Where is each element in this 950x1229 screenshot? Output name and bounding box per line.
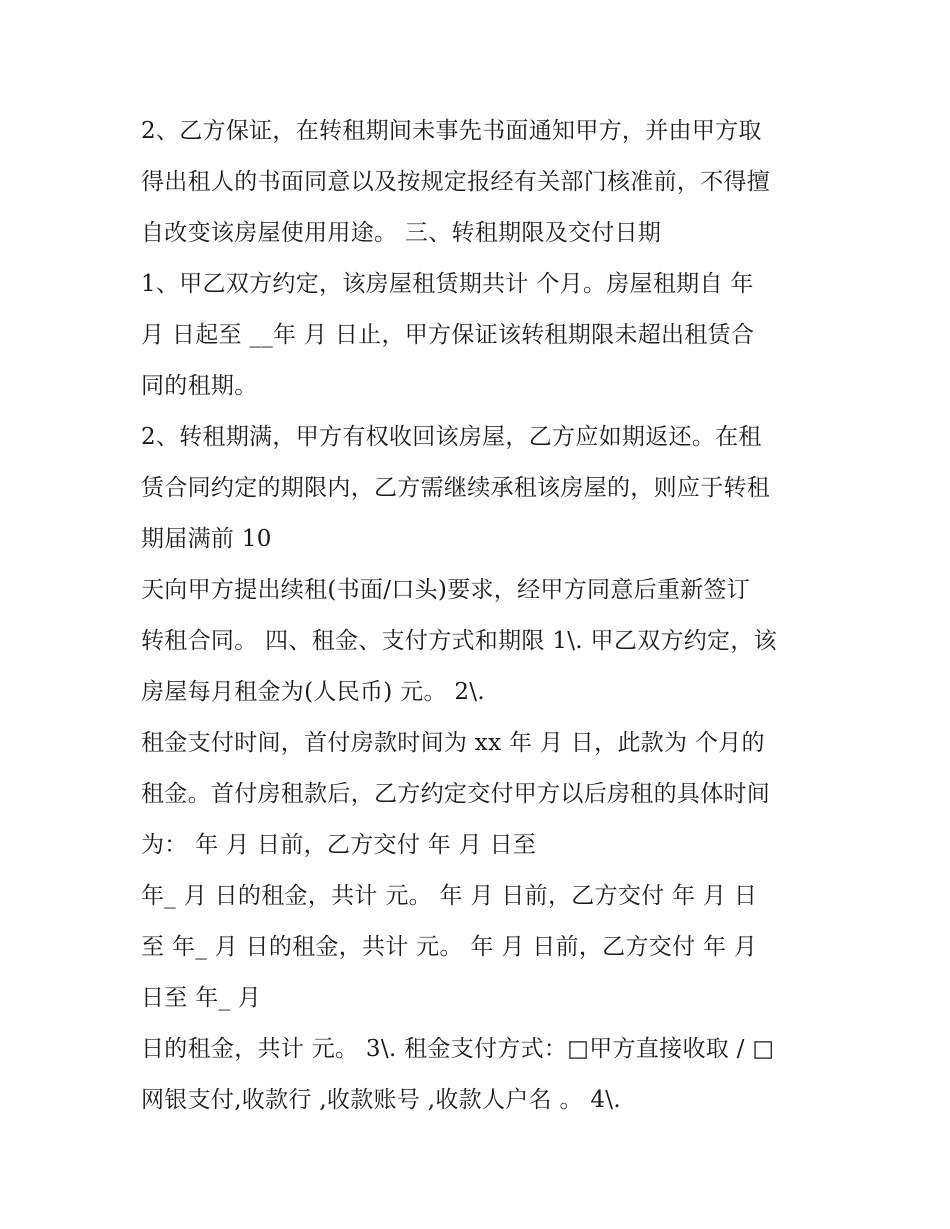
text-line: 至 年_ 月 日的租金，共计 元。 年 月 日前，乙方交付 年 月 (141, 934, 758, 960)
text-line: 租金支付时间，首付房款时间为 xx 年 月 日，此款为 个月的 (141, 730, 765, 756)
text-line: 转租合同。 四、租金、支付方式和期限 1\. 甲乙双方约定，该 (141, 628, 777, 654)
text-line: 得出租人的书面同意以及按规定报经有关部门核准前，不得擅 (141, 169, 771, 195)
text-line: 年_ 月 日的租金，共计 元。 年 月 日前，乙方交付 年 月 日 (141, 883, 758, 909)
text-line: 自改变该房屋使用用途。 三、转租期限及交付日期 (141, 220, 662, 246)
text-line: 网银支付,收款行 ,收款账号 ,收款人户名 。 4\. (141, 1087, 621, 1113)
text-line: 期届满前 10 (141, 526, 272, 552)
text-line: 房屋每月租金为(人民币) 元。 2\. (141, 679, 485, 705)
text-line: 日的租金，共计 元。 3\. 租金支付方式：□甲方直接收取 / □ (141, 1036, 775, 1062)
text-line: 月 日起至 __年 月 日止，甲方保证该转租期限未超出租赁合 (141, 322, 755, 348)
text-line: 2、转租期满，甲方有权收回该房屋，乙方应如期返还。在租 (141, 424, 762, 450)
text-line: 日至 年_ 月 (141, 985, 262, 1011)
text-line: 赁合同约定的期限内，乙方需继续承租该房屋的，则应于转租 (141, 475, 771, 501)
text-line: 为： 年 月 日前，乙方交付 年 月 日至 (141, 832, 537, 858)
text-line: 1、甲乙双方约定，该房屋租赁期共计 个月。房屋租期自 年 (141, 271, 754, 297)
contract-text (141, 106, 831, 1126)
text-line: 租金。首付房租款后，乙方约定交付甲方以后房租的具体时间 (141, 781, 771, 807)
text-line: 2、乙方保证，在转租期间未事先书面通知甲方，并由甲方取 (141, 118, 762, 144)
text-line: 天向甲方提出续租(书面/口头)要求，经甲方同意后重新签订 (141, 577, 751, 603)
text-line: 同的租期。 (141, 373, 258, 399)
